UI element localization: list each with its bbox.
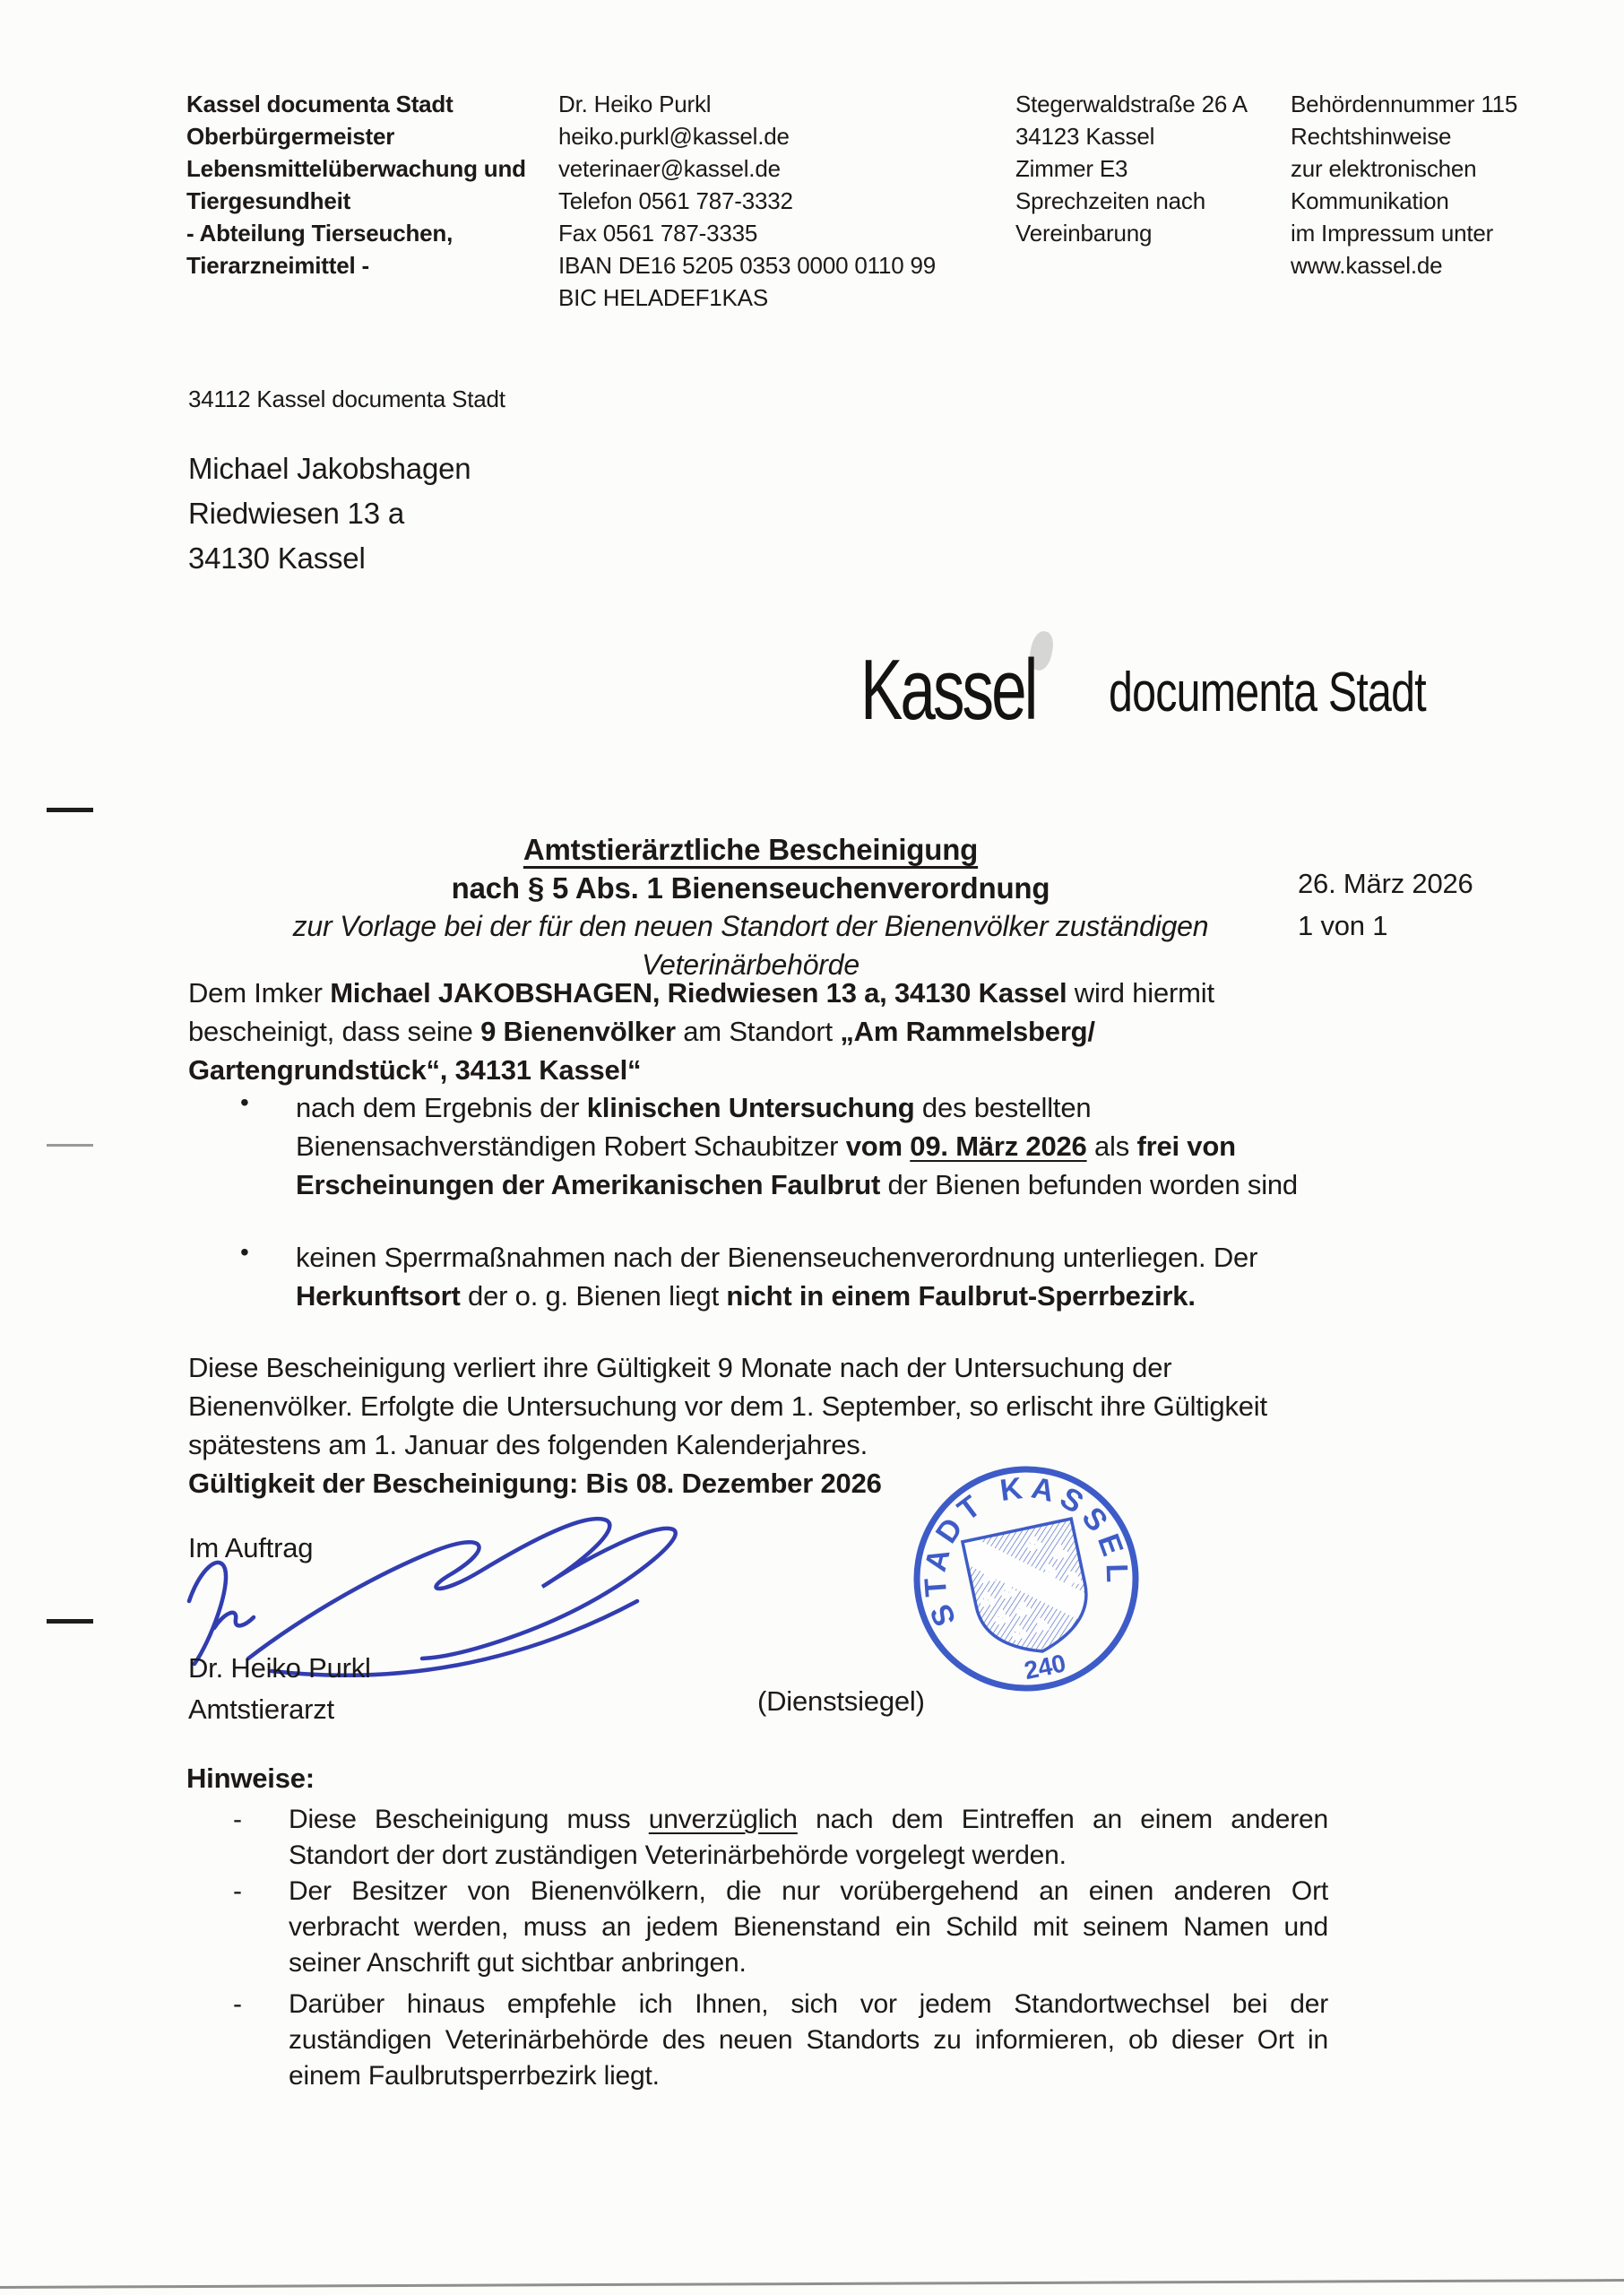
contact-iban: IBAN DE16 5205 0353 0000 0110 99 [558, 252, 937, 279]
signatory-name: Dr. Heiko Purkl [188, 1652, 371, 1684]
official-seal-stamp [907, 1459, 1145, 1698]
signatory-block [188, 1648, 371, 1730]
recipient-street: Riedwiesen 13 a [188, 497, 404, 530]
note-dash: - [233, 1876, 242, 1906]
stamp-number: 240 [1022, 1649, 1068, 1685]
legal-note-line: Rechtshinweise [1291, 123, 1452, 150]
note-line: einem Faulbrutsperrbezirk liegt. [289, 2061, 660, 2091]
legal-note-line: Kommunikation [1291, 187, 1449, 214]
note-line: Standort der dort zuständigen Veterinärbehörde vorgelegt werden. [289, 1840, 1067, 1870]
bullet-line: keinen Sperrmaßnahmen nach der Bienenseuchenverordnung unterliegen. Der [296, 1242, 1258, 1273]
signatory-role: Amtstierarzt [188, 1693, 334, 1725]
intro-line: Gartengrundstück“, 34131 Kassel“ [188, 1054, 642, 1086]
note-line: seiner Anschrift gut sichtbar anbringen. [289, 1948, 747, 1978]
note-line: verbracht werden, muss an jedem Bienenstand ein Schild mit seinem Namen und [289, 1912, 1328, 1942]
bullet-marker: • [240, 1088, 249, 1116]
sender-info-block [1291, 88, 1517, 281]
dienstsiegel-label: (Dienstsiegel) [757, 1685, 925, 1717]
recipient-block [188, 446, 471, 581]
intro-line: Dem Imker Michael JAKOBSHAGEN, Riedwiesen 13 a, 34130 Kassel wird hiermit [188, 977, 1214, 1009]
sender-dept-line: Kassel documenta Stadt [186, 91, 454, 117]
note-line: zuständigen Veterinärbehörde des neuen Standorts zu informieren, ob dieser Ort in [289, 2025, 1328, 2055]
validity-line: Diese Bescheinigung verliert ihre Gültigkeit 9 Monate nach der Untersuchung der [188, 1352, 1172, 1383]
bullet-item-no-restrictions [296, 1238, 1257, 1315]
sender-dept-line: Tierarzneimittel - [186, 252, 369, 279]
certificate-heading: Amtstierärztliche Bescheinigung [523, 833, 979, 866]
intro-line: bescheinigt, dass seine 9 Bienenvölker am Standort „Am Rammelsberg/ [188, 1016, 1095, 1047]
office-city: 34123 Kassel [1015, 123, 1155, 150]
letter-date: 26. März 2026 [1298, 868, 1473, 899]
sender-dept-line: Tiergesundheit [186, 187, 351, 214]
certificate-title-block [188, 830, 1313, 984]
notes-heading: Hinweise: [186, 1762, 315, 1794]
letter-meta-block [1298, 862, 1473, 947]
contact-phone: Telefon 0561 787-3332 [558, 187, 793, 214]
bullet-marker: • [240, 1238, 249, 1266]
kassel-logo-wordmark: Kassel [860, 642, 1036, 738]
sender-contact-block [558, 88, 936, 314]
contact-email-office: veterinaer@kassel.de [558, 155, 781, 182]
note-line: Darüber hinaus empfehle ich Ihnen, sich vor jedem Standortwechsel bei der [289, 1989, 1328, 2019]
fold-mark [47, 1619, 93, 1624]
legal-note-line: im Impressum unter [1291, 220, 1494, 247]
kassel-logo-suffix: documenta Stadt [1109, 662, 1426, 723]
sender-address-block [1015, 88, 1248, 249]
contact-bic: BIC HELADEF1KAS [558, 284, 768, 311]
note-item-inform-authority [289, 1987, 1328, 2094]
stamp-ring-text: STADT KASSEL [918, 1470, 1135, 1632]
fold-mark [47, 1144, 93, 1147]
note-dash: - [233, 1989, 242, 2019]
validity-line: spätestens am 1. Januar des folgenden Kalenderjahres. [188, 1429, 868, 1460]
contact-email-personal: heiko.purkl@kassel.de [558, 123, 790, 150]
recipient-name: Michael Jakobshagen [188, 452, 471, 485]
note-line: Diese Bescheinigung muss unverzüglich nach dem Eintreffen an einem anderen [289, 1805, 1328, 1834]
note-dash: - [233, 1805, 242, 1834]
office-hours-line: Vereinbarung [1015, 220, 1153, 247]
sender-department-block [186, 88, 526, 281]
sender-dept-line: Oberbürgermeister [186, 123, 395, 150]
bullet-line: nach dem Ergebnis der klinischen Untersuchung des bestellten [296, 1092, 1092, 1123]
bullet-item-clinical-exam [296, 1088, 1298, 1204]
im-auftrag-label: Im Auftrag [188, 1532, 314, 1563]
sender-dept-line: Lebensmittelüberwachung und [186, 155, 526, 182]
certificate-subheading: nach § 5 Abs. 1 Bienenseuchenverordnung [451, 871, 1050, 905]
legal-note-line: zur elektronischen [1291, 155, 1477, 182]
note-line: Der Besitzer von Bienenvölkern, die nur vorübergehend an einen anderen Ort [289, 1876, 1328, 1906]
scan-edge-line [0, 2279, 1624, 2289]
contact-fax: Fax 0561 787-3335 [558, 220, 758, 247]
return-address: 34112 Kassel documenta Stadt [188, 385, 505, 412]
validity-line: Bienenvölker. Erfolgte die Untersuchung vor dem 1. September, so erlischt ihre Gültigkeit [188, 1390, 1267, 1422]
bullet-line: Erscheinungen der Amerikanischen Faulbrut der Bienen befunden worden sind [296, 1169, 1298, 1200]
validity-deadline: Gültigkeit der Bescheinigung: Bis 08. Dezember 2026 [188, 1468, 882, 1499]
website-url: www.kassel.de [1291, 252, 1443, 279]
recipient-city: 34130 Kassel [188, 541, 366, 575]
office-room: Zimmer E3 [1015, 155, 1128, 182]
office-street: Stegerwaldstraße 26 A [1015, 91, 1248, 117]
contact-name: Dr. Heiko Purkl [558, 91, 712, 117]
office-hours-line: Sprechzeiten nach [1015, 187, 1205, 214]
sender-dept-line: - Abteilung Tierseuchen, [186, 220, 454, 247]
bullet-line: Bienensachverständigen Robert Schaubitzer vom 09. März 2026 als frei von [296, 1130, 1236, 1162]
note-item-present-immediately [289, 1802, 1328, 1874]
certificate-purpose: zur Vorlage bei der für den neuen Standort der Bienenvölker zuständigen Veterinärbehörde [292, 910, 1209, 981]
authority-number: Behördennummer 115 [1291, 91, 1518, 117]
page-number: 1 von 1 [1298, 910, 1388, 941]
intro-paragraph [188, 974, 1214, 1089]
note-item-name-sign [289, 1874, 1328, 1981]
bullet-line: Herkunftsort der o. g. Bienen liegt nicht in einem Faulbrut-Sperrbezirk. [296, 1280, 1196, 1312]
fold-mark [47, 808, 93, 812]
